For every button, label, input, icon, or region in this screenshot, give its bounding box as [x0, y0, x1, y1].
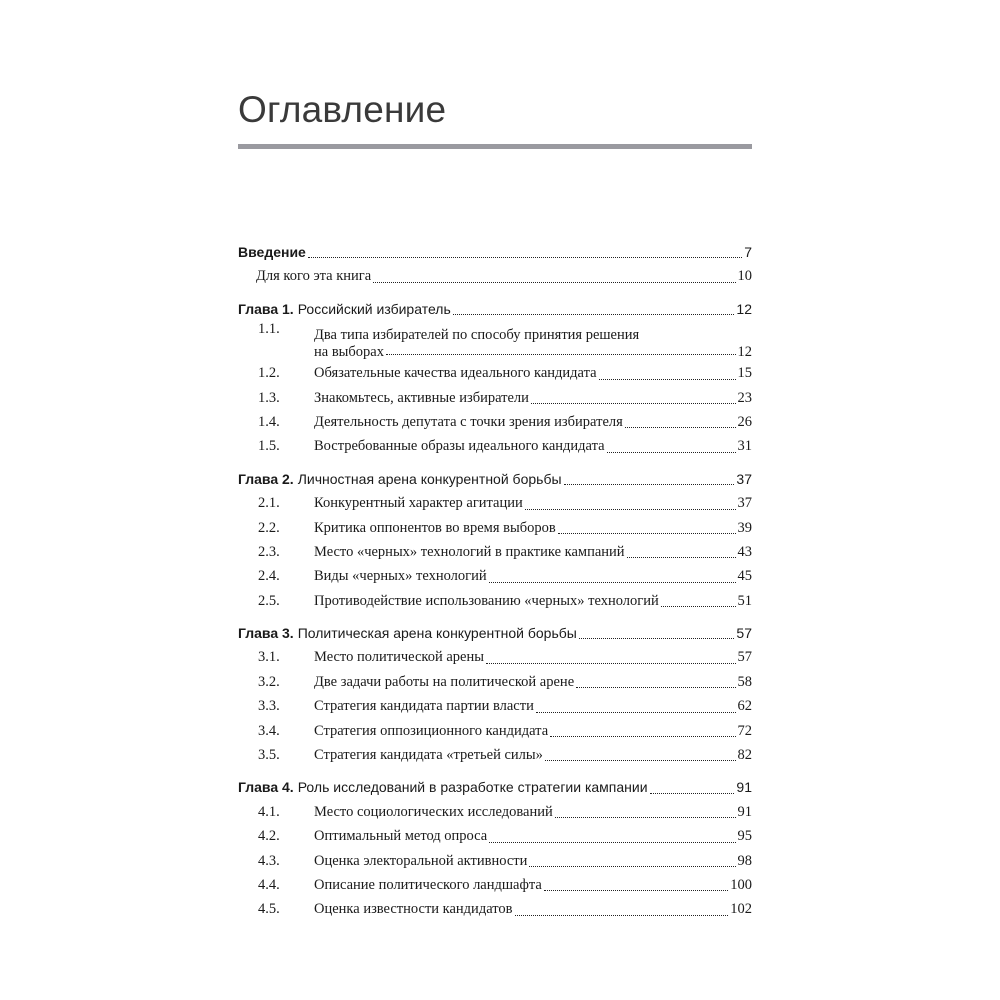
page-number: 43 [737, 543, 752, 560]
item-title: Место социологических исследований [314, 803, 553, 820]
dot-leader [607, 452, 736, 453]
item-title: Оценка известности кандидатов [314, 901, 513, 918]
item-title: Место политической арены [314, 649, 484, 666]
item-title: Стратегия оппозиционного кандидата [314, 722, 549, 739]
item-number: 1.5. [258, 438, 280, 455]
dot-leader [386, 354, 736, 355]
toc-section-chapter-4 [238, 775, 752, 921]
chapter-number: Глава 2. [238, 470, 294, 487]
toc-item[interactable] [238, 564, 752, 588]
dot-leader [555, 817, 736, 818]
item-number: 3.2. [258, 673, 280, 690]
item-number: 3.3. [258, 698, 280, 715]
page-number: 102 [730, 901, 752, 918]
toc-section-intro [238, 240, 752, 289]
item-title: Виды «черных» технологий [314, 568, 487, 585]
toc-entry-for-whom[interactable] [238, 264, 752, 288]
toc-item[interactable] [238, 670, 752, 694]
toc-item[interactable] [238, 491, 752, 515]
chapter-title: Политическая арена конкурентной борьбы [297, 625, 577, 642]
title-rule [238, 144, 752, 149]
chapter-number: Глава 4. [238, 779, 294, 796]
page-number: 12 [737, 344, 752, 361]
item-number: 4.5. [258, 901, 280, 918]
page-number: 12 [736, 300, 752, 317]
toc-section-chapter-3 [238, 621, 752, 767]
dot-leader [515, 915, 729, 916]
toc-item[interactable] [238, 361, 752, 385]
dot-leader [489, 582, 736, 583]
page-number: 91 [736, 779, 752, 796]
toc-item[interactable] [238, 386, 752, 410]
dot-leader [536, 712, 736, 713]
item-number: 2.3. [258, 543, 280, 560]
dot-leader [529, 866, 735, 867]
item-title: Конкурентный характер агитации [314, 495, 523, 512]
item-number: 2.4. [258, 568, 280, 585]
toc-chapter-heading[interactable] [238, 297, 752, 321]
dot-leader [544, 890, 728, 891]
item-title-line-1: Два типа избирателей по способу принятия решения [314, 327, 640, 344]
toc-item[interactable] [238, 434, 752, 458]
page-number: 45 [737, 568, 752, 585]
item-title: Оценка электоральной активности [314, 852, 528, 869]
page-number: 82 [737, 747, 752, 764]
dot-leader [525, 509, 736, 510]
page-number: 58 [737, 673, 752, 690]
dot-leader [545, 760, 736, 761]
dot-leader [576, 687, 735, 688]
page-number: 37 [736, 470, 752, 487]
item-title: Стратегия кандидата партии власти [314, 698, 534, 715]
dot-leader [650, 793, 735, 794]
toc-chapter-heading[interactable] [238, 621, 752, 645]
page-number: 91 [737, 803, 752, 820]
dot-leader [453, 314, 735, 315]
toc-item[interactable] [238, 897, 752, 921]
toc-item[interactable] [238, 321, 752, 361]
page-number: 15 [737, 365, 752, 382]
dot-leader [489, 842, 735, 843]
toc-item[interactable] [238, 694, 752, 718]
page-number: 100 [730, 876, 752, 893]
toc-section-chapter-1 [238, 297, 752, 459]
item-title: Критика оппонентов во время выборов [314, 519, 556, 536]
item-number: 1.4. [258, 413, 280, 430]
page-number: 51 [737, 592, 752, 609]
dot-leader [599, 379, 736, 380]
page-title: Оглавление [238, 89, 447, 130]
toc-item[interactable] [238, 589, 752, 613]
page-number: 57 [736, 625, 752, 642]
page-number: 39 [737, 519, 752, 536]
toc-item[interactable] [238, 873, 752, 897]
dot-leader [625, 427, 736, 428]
item-number: 2.2. [258, 519, 280, 536]
chapter-title: Личностная арена конкурентной борьбы [297, 470, 562, 487]
item-number: 1.2. [258, 365, 280, 382]
item-title: Востребованные образы идеального кандидата [314, 438, 605, 455]
item-title: Оптимальный метод опроса [314, 828, 488, 845]
page-number: 10 [737, 268, 752, 285]
chapter-title: Российский избиратель [297, 300, 451, 317]
toc-item[interactable] [238, 516, 752, 540]
toc-item[interactable] [238, 410, 752, 434]
page-number: 95 [737, 828, 752, 845]
page-number: 31 [737, 438, 752, 455]
item-title: Обязательные качества идеального кандидата [314, 365, 597, 382]
table-of-contents [238, 240, 752, 930]
dot-leader [308, 257, 742, 258]
item-title: на выборах [314, 344, 384, 361]
page-number: 37 [737, 495, 752, 512]
toc-item[interactable] [238, 800, 752, 824]
item-number: 3.5. [258, 747, 280, 764]
page-number: 57 [737, 649, 752, 666]
toc-entry-intro[interactable] [238, 240, 752, 264]
chapter-title: Роль исследований в разработке стратегии кампании [297, 779, 648, 796]
dot-leader [627, 557, 736, 558]
item-number: 4.4. [258, 876, 280, 893]
dot-leader [531, 403, 736, 404]
toc-entry-title: Для кого эта книга [256, 268, 372, 285]
page-number: 98 [737, 852, 752, 869]
item-title: Деятельность депутата с точки зрения избирателя [314, 413, 623, 430]
toc-item[interactable] [238, 849, 752, 873]
toc-item[interactable] [238, 719, 752, 743]
dot-leader [579, 638, 735, 639]
toc-item[interactable] [238, 824, 752, 848]
item-title: Знакомьтесь, активные избиратели [314, 389, 529, 406]
item-number: 2.1. [258, 495, 280, 512]
toc-entry-title: Введение [238, 243, 306, 260]
page-number: 23 [737, 389, 752, 406]
item-number: 4.1. [258, 803, 280, 820]
toc-item[interactable] [238, 540, 752, 564]
item-title: Место «черных» технологий в практике кампаний [314, 543, 625, 560]
item-number: 1.1. [258, 321, 280, 338]
chapter-number: Глава 3. [238, 625, 294, 642]
page-number: 26 [737, 413, 752, 430]
dot-leader [373, 282, 735, 283]
item-number: 2.5. [258, 592, 280, 609]
page-number: 72 [737, 722, 752, 739]
chapter-number: Глава 1. [238, 300, 294, 317]
toc-chapter-heading[interactable] [238, 775, 752, 799]
item-title: Стратегия кандидата «третьей силы» [314, 747, 543, 764]
item-number: 3.4. [258, 722, 280, 739]
toc-item[interactable] [238, 743, 752, 767]
toc-chapter-heading[interactable] [238, 467, 752, 491]
dot-leader [564, 484, 735, 485]
toc-item[interactable] [238, 645, 752, 669]
item-title: Описание политического ландшафта [314, 876, 542, 893]
item-title: Противодействие использованию «черных» технологий [314, 592, 659, 609]
toc-section-chapter-2 [238, 467, 752, 613]
dot-leader [550, 736, 735, 737]
item-number: 1.3. [258, 389, 280, 406]
item-number: 4.3. [258, 852, 280, 869]
item-number: 3.1. [258, 649, 280, 666]
item-title: Две задачи работы на политической арене [314, 673, 575, 690]
page-number: 62 [737, 698, 752, 715]
dot-leader [661, 606, 736, 607]
dot-leader [486, 663, 736, 664]
page-number: 7 [744, 243, 752, 260]
dot-leader [558, 533, 736, 534]
item-number: 4.2. [258, 828, 280, 845]
